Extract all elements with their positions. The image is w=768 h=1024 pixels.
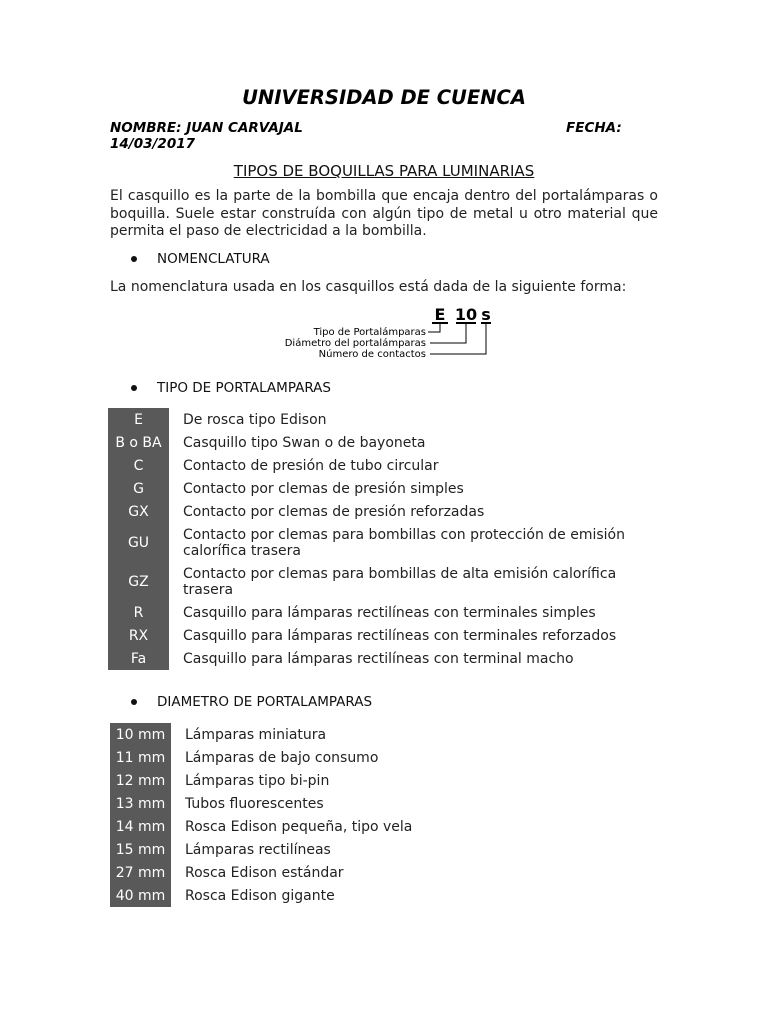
section-tipo <box>131 380 331 396</box>
diameter-description: Rosca Edison estándar <box>185 864 344 881</box>
diameter-code: 15 mm <box>110 838 171 861</box>
section-heading: NOMENCLATURA <box>157 251 270 267</box>
section-heading: TIPO DE PORTALAMPARAS <box>157 380 331 396</box>
diameter-description: Lámparas de bajo consumo <box>185 749 379 766</box>
diagram-code-s: s <box>481 305 491 324</box>
table-row <box>110 769 470 792</box>
diagram-label-tipo: Tipo de Portalámparas <box>313 327 426 338</box>
student-name: NOMBRE: JUAN CARVAJAL <box>110 120 303 136</box>
table-row <box>108 601 638 624</box>
page-title: UNIVERSIDAD DE CUENCA <box>242 86 526 109</box>
diameter-code: 10 mm <box>110 723 171 746</box>
document-subtitle: TIPOS DE BOQUILLAS PARA LUMINARIAS <box>233 162 535 180</box>
type-description: Casquillo para lámparas rectilíneas con terminales reforzados <box>183 627 617 644</box>
type-code: RX <box>108 624 169 647</box>
diameter-code: 40 mm <box>110 884 171 907</box>
bullet-icon <box>131 256 137 262</box>
diametro-table <box>110 723 470 907</box>
type-description: Casquillo tipo Swan o de bayoneta <box>183 434 426 451</box>
section-diametro <box>131 694 372 710</box>
type-code: GU <box>108 523 169 562</box>
table-row <box>108 523 638 562</box>
table-row <box>108 431 638 454</box>
table-row <box>108 477 638 500</box>
type-code: Fa <box>108 647 169 670</box>
table-row <box>110 723 470 746</box>
type-description: Casquillo para lámparas rectilíneas con terminales simples <box>183 604 596 621</box>
diagram-label-diametro: Diámetro del portalámparas <box>284 338 426 349</box>
tipo-table <box>108 408 638 670</box>
diameter-description: Tubos fluorescentes <box>185 795 324 812</box>
table-row <box>110 861 470 884</box>
type-description: Casquillo para lámparas rectilíneas con terminal macho <box>183 650 574 667</box>
diameter-code: 12 mm <box>110 769 171 792</box>
connector-diametro <box>430 324 466 343</box>
bullet-icon <box>131 385 137 391</box>
date-label: FECHA: <box>566 120 622 136</box>
diameter-code: 27 mm <box>110 861 171 884</box>
table-row <box>110 884 470 907</box>
diameter-description: Lámparas rectilíneas <box>185 841 331 858</box>
nomenclature-diagram <box>270 302 500 364</box>
connector-contactos <box>430 324 486 354</box>
type-code: B o BA <box>108 431 169 454</box>
type-code: E <box>108 408 169 431</box>
diameter-code: 11 mm <box>110 746 171 769</box>
type-code: G <box>108 477 169 500</box>
type-description: Contacto por clemas de presión simples <box>183 480 464 497</box>
table-row <box>110 815 470 838</box>
diameter-description: Rosca Edison pequeña, tipo vela <box>185 818 413 835</box>
connector-tipo <box>428 324 440 332</box>
table-row <box>108 562 638 601</box>
nomenclature-text: La nomenclatura usada en los casquillos está dada de la siguiente forma: <box>110 279 627 295</box>
table-row <box>108 408 638 431</box>
diameter-description: Lámparas tipo bi-pin <box>185 772 330 789</box>
diameter-code: 13 mm <box>110 792 171 815</box>
table-row <box>108 624 638 647</box>
table-row <box>108 647 638 670</box>
bullet-icon <box>131 699 137 705</box>
type-description: Contacto por clemas para bombillas de alta emisión calorífica trasera <box>183 565 617 598</box>
diameter-description: Lámparas miniatura <box>185 726 327 743</box>
intro-paragraph: El casquillo es la parte de la bombilla que encaja dentro del portalámparas o boquilla. Suele estar construída con algún tipo de metal u otro material que permita el paso de electricidad a la bombilla. <box>110 188 658 239</box>
diagram-code-10: 10 <box>454 305 478 324</box>
diagram-label-contactos: Número de contactos <box>318 349 426 360</box>
section-heading: DIAMETRO DE PORTALAMPARAS <box>157 694 373 710</box>
type-description: Contacto por clemas para bombillas con protección de emisión calorífica trasera <box>183 526 625 559</box>
type-description: Contacto de presión de tubo circular <box>183 457 439 474</box>
table-row <box>108 500 638 523</box>
type-code: C <box>108 454 169 477</box>
table-row <box>110 838 470 861</box>
date-value: 14/03/2017 <box>110 136 196 152</box>
diameter-description: Rosca Edison gigante <box>185 887 335 904</box>
section-nomenclatura <box>131 251 270 267</box>
table-row <box>108 454 638 477</box>
type-description: Contacto por clemas de presión reforzadas <box>183 503 485 520</box>
type-code: GZ <box>108 562 169 601</box>
type-code: GX <box>108 500 169 523</box>
type-code: R <box>108 601 169 624</box>
diagram-code-e: E <box>434 305 446 324</box>
diameter-code: 14 mm <box>110 815 171 838</box>
type-description: De rosca tipo Edison <box>183 411 327 428</box>
table-row <box>110 792 470 815</box>
table-row <box>110 746 470 769</box>
